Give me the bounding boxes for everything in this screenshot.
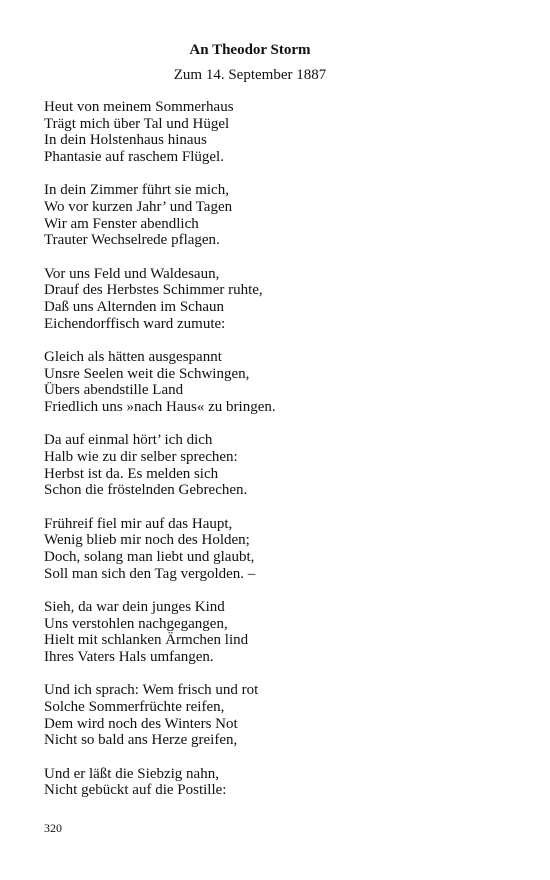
- stanza: [44, 516, 524, 583]
- verse-line: Übers abendstille Land: [44, 382, 184, 399]
- verse-line: Solche Sommerfrüchte reifen,: [44, 698, 225, 715]
- verse-line: Friedlich uns »nach Haus« zu bringen.: [44, 399, 276, 416]
- verse-line: Nicht gebückt auf die Postille:: [44, 782, 227, 799]
- stanza: [44, 682, 524, 749]
- verse-line: Da auf einmal hört’ ich dich: [44, 432, 213, 449]
- verse-line: Drauf des Herbstes Schimmer ruhte,: [44, 282, 263, 299]
- verse-line: Ihres Vaters Hals umfangen.: [44, 648, 214, 665]
- verse-line: Und er läßt die Siebzig nahn,: [44, 765, 219, 782]
- poem-body: [44, 99, 524, 815]
- stanza: [44, 266, 524, 333]
- verse-line: Halb wie zu dir selber sprechen:: [44, 448, 238, 465]
- verse-line: Unsre Seelen weit die Schwingen,: [44, 365, 250, 382]
- verse-line: Vor uns Feld und Waldesaun,: [44, 265, 220, 282]
- stanza: [44, 349, 524, 416]
- stanza: [44, 599, 524, 666]
- stanza: [44, 99, 524, 166]
- page-number: 320: [44, 821, 62, 835]
- verse-line: Hielt mit schlanken Ärmchen lind: [44, 632, 249, 649]
- verse-line: Nicht so bald ans Herze greifen,: [44, 732, 238, 749]
- poem-title: An Theodor Storm: [189, 42, 311, 58]
- stanza: [44, 432, 524, 499]
- verse-line: Schon die fröstelnden Gebrechen.: [44, 482, 248, 499]
- verse-line: In dein Holstenhaus hinaus: [44, 132, 207, 149]
- verse-line: Daß uns Alternden im Schaun: [44, 299, 224, 316]
- verse-line: Frühreif fiel mir auf das Haupt,: [44, 515, 233, 532]
- poem-subtitle: Zum 14. September 1887: [173, 67, 327, 83]
- verse-line: Trägt mich über Tal und Hügel: [44, 115, 230, 132]
- verse-line: Gleich als hätten ausgespannt: [44, 348, 222, 365]
- verse-line: Sieh, da war dein junges Kind: [44, 598, 225, 615]
- verse-line: Eichendorffisch ward zumute:: [44, 315, 226, 332]
- verse-line: Dem wird noch des Winters Not: [44, 715, 238, 732]
- verse-line: Phantasie auf raschem Flügel.: [44, 149, 224, 166]
- verse-line: Herbst ist da. Es melden sich: [44, 465, 219, 482]
- verse-line: Wo vor kurzen Jahr’ und Tagen: [44, 199, 233, 216]
- verse-line: In dein Zimmer führt sie mich,: [44, 182, 229, 199]
- verse-line: Soll man sich den Tag vergolden. –: [44, 565, 256, 582]
- verse-line: Wir am Fenster abendlich: [44, 215, 199, 232]
- verse-line: Wenig blieb mir noch des Holden;: [44, 532, 250, 549]
- stanza: [44, 182, 524, 249]
- verse-line: Trauter Wechselrede pflagen.: [44, 232, 220, 249]
- verse-line: Heut von meinem Sommerhaus: [44, 99, 234, 115]
- verse-line: Und ich sprach: Wem frisch und rot: [44, 682, 259, 699]
- verse-line: Doch, solang man liebt und glaubt,: [44, 548, 255, 565]
- verse-line: Uns verstohlen nachgegangen,: [44, 615, 228, 632]
- stanza: [44, 766, 524, 799]
